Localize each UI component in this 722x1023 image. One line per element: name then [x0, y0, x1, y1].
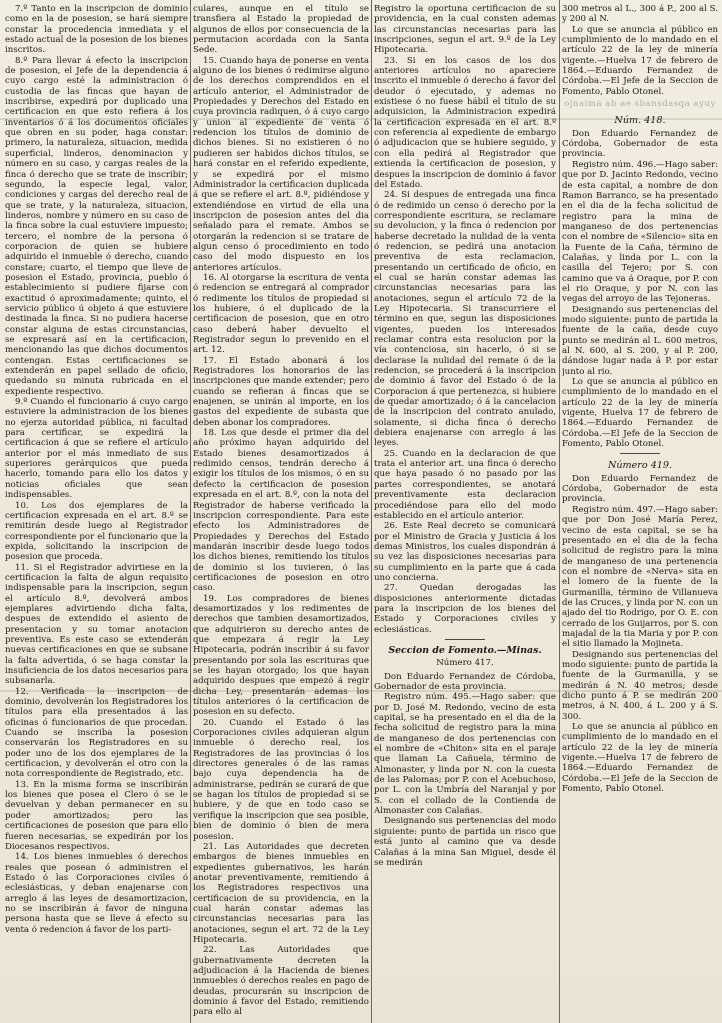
article-8: 8.º Para llevar á efecto la inscripcion de posesion, el Jefe de la dependencia á cuyo cargo esté la administracion ó custodia de las fincas que hayan de inscribirse, expedirá por duplicado una certificacion en que esto refiera á los inventarios ó á los documentos oficiales que obren en su poder, haga constar: primero, la naturaleza, situacion, medida superficial, linderos, denominacion y número en su caso, y cargas reales de la finca ó derecho que se trate de inscribir; segundo, la especie legal, valor, condiciones y cargas del derecho real de que se trate, y la naturaleza, situacion, linderos, nombre y número en su caso de la finca sobre la cual estuviere impuesto; tercero, el nombre de la persona ó corporacion de quien se hubiere adquirido el inmueble ó derecho, cuando constare; cuarto, el tiempo que lleve de posesion el Estado, provincia, pueblo ó establecimiento si pudiere fijarse con exactitud ó aproximadamente; quinto, el servicio público ú objeto á que estuviere destinada la finca. Si no pudiera hacerse constar alguna de estas circunstancias, se expresará así en la certificacion, mencionando las que dichos documentos contengan. Estas certificaciones se extenderán en papel sellado de oficio, quedando su minuta rubricada en el expediente respectivo. [5, 55, 188, 397]
notice-governor-line: Don Eduardo Fernandez de Córdoba, Gobernador de esta provincia. [374, 671, 556, 692]
article-22-continued: Registro la oportuna certificacion de su providencia, en la cual consten ademas las circunstancias necesarias para las inscripciones, segun el art. 9.º de la Ley Hipotecaria. [374, 4, 556, 56]
article-10: 10. Los dos ejemplares de la certificacion expresada en el art. 8.º se remitirán desde luego al Registrador correspondiente por el funcionario que la expida, solicitando la inscripcion de posesion que proceda. [5, 500, 188, 563]
notice-number: Núm. 418. [614, 115, 666, 127]
notice-number: Número 419. [607, 460, 673, 472]
notice-number: Número 417. [436, 658, 494, 669]
article-12: 12. Verificada la inscripcion de dominio, devolverán los Registradores los títulos para ella presentados á las oficinas ó funcionarios de que procedan. Cuando se inscriba la posesion conservarán los Registradores en su poder uno de los dos ejemplares de la certificacion, y devolverán el otro con la nota correspondiente de Registrado, etc. [5, 686, 188, 780]
notice-boundaries: Designando sus pertenencias del modo siguiente: punto de partida un risco que está junto al camino que va desde Calañas á la mina San Miguel, desde él se medirán [374, 816, 556, 868]
article-16: 16. Al otorgarse la escritura de venta ó redencion se entregará al comprador ó redimente los títulos de propiedad si los hubiere, ó el duplicado de la certificacion de posesion, que en otro caso deberá haber devuelto el Registrador segun lo prevenido en el art. 12. [193, 272, 369, 356]
article-13: 13. En la misma forma se inscribirán los bienes que posea el Clero ó se le devuelvan y deban permanecer en su poder amortizados; pero las certificaciones de posesion que para ello fueren necesarias, se expedirán por los Diocesanos respectivos. [5, 779, 188, 852]
notice-registry: Registro núm. 496.—Hago saber: que por D. Jacinto Redondo, vecino de esta capital, a nombre de don Ramon Barranco, se ha presentado en el dia de la fecha solicitud de registro para la mina de manganeso de dos pertenencias con el nombre de «Silencio» sita en la Fuente de la Caña, término de Calañas, y linda por L. con la casilla del Tejero; por S. con camino que va á Oraque, por P. con el rio Oraque, y por N. con las vegas del arroyo de las Tejoneras. [562, 159, 718, 305]
notice-417-continued: 300 metros al L., 300 á P., 200 al S. y 200 al N. [562, 4, 718, 25]
column-3 [374, 0, 556, 1023]
article-26: 26. Este Real decreto se comunicará por el Ministro de Gracia y Justicia á los demas Ministros, los cuales dispondrán á su vez las disposiciones necesarias para su cumplimiento en la parte que á cada uno concierna. [374, 521, 556, 583]
column-rule [371, 0, 372, 1023]
divider [620, 453, 660, 454]
notice-boundaries: Designando sus pertenencias del modo siguiente: punto de partida la fuente de la Gurmanilla, y se medirán á N. 40 metros; desde dicho punto á P. se medirán 200 metros, á N. 400, á L. 200 y á S. 300. [562, 649, 718, 722]
article-7: 7.º Tanto en la inscripcion de dominio como en la de posesion, se hará siempre constar la procedencia inmediata y el estado actual de la posesion de los bienes inscritos. [5, 4, 188, 56]
notice-governor-line: Don Eduardo Fernandez de Córdoba, Gobernador de esta provincia. [562, 128, 718, 160]
notice-closing: Lo que se anuncia al público en cumplimiento de lo mandado en el artículo 22 de la ley de minería vigente.—Huelva 17 de febrero de 1864.—Eduardo Fernandez de Córdoba.—El Jefe de la Seccion de Fomento, Pablo Otonel. [562, 722, 718, 795]
article-14: 14. Los bienes inmuebles ó derechos reales que posean ó administren el Estado ó las Corporaciones civiles ó eclesiásticas, y deban enajenarse con arreglo á las leyes de desamortizacion, no se inscribirán á favor de ninguna persona hasta que se lleve á efecto su venta ó redencion á favor de los parti- [5, 852, 188, 935]
notice-417-closing: Lo que se anuncia al público en cumplimiento de lo mandado en el artículo 22 de la ley de minería vigente.—Huelva 17 de febrero de 1864.—Eduardo Fernandez de Córdoba.—El Jefe de la Seccion de Fomento, Pablo Otonel. [562, 24, 718, 97]
article-19: 19. Los compradores de bienes desamortizados y los redimentes de derechos que tambien desamortizados, que adquirieron su derecho antes de que empezara á regir la Ley Hipotecaria, podrán inscribir á su favor presentando por sola las escrituras que se les hayan otorgado; los que hayan adquirido despues que empezó á regir dicha Ley, presentarán ademas los títulos anteriores ó la certificacion de posesion en su defecto. [193, 593, 369, 718]
section-heading: Seccion de Fomento.—Minas. [388, 644, 542, 656]
article-14-continued: culares, aunque en el título se transfiera al Estado la propiedad de algunos de ellos por consecuencia de la permutacion acordada con la Santa Sede. [193, 4, 369, 56]
column-1 [5, 0, 188, 1023]
article-20: 20. Cuando el Estado ó las Corporaciones civiles adquieran algun inmueble ó derecho real, los Registradores de las provincias ó los directores generales ó de las ramas bajo cuya dependencia ha de administrarse, pedirán se curará de que se hagan los títulos de propiedad si se hubiere, y de que en todo caso se verifique la inscripcion que sea posible, bien de dominio ó bien de mera posesion. [193, 717, 369, 842]
article-24: 24. Si despues de entregada una finca ó de redimido un censo ó derecho por la correspondiente escritura, se reclamare su devolucion, y la finca ó redencion por haberse decretado la nulidad de la venta ó redencion, se pedirá una anotacion preventiva de esta reclamacion, presentando un certificado de oficio, en el cual se harán constar ademas las circunstancias necesarias para las anotaciones, segun el artículo 72 de la Ley Hipotecaria. Si transcurriere el término en que, segun las disposiciones vigentes, pueden los interesados reclamar contra esta resolucion por la vía contenciosa, sin hacerlo, ó si se declarase la nulidad del remate ó de la redencion, se procederá á la inscripcion de dominio á favor del Estado ó de la Corporacion á que pertenezca, si hubiere de quedar amortizado; ó á la cancelacion de la inscripcion del contrato anulado, solamente, si dicha finca ó derecho debiera enajenarse con arreglo á las leyes. [374, 190, 556, 449]
article-17: 17. El Estado abonará á los Registradores los honorarios de las inscripciones que mande extender; pero cuando se refieran á fincas que se enajenen, se unirán al importe, en los gastos del expediente de subasta que deben abonar los compradores. [193, 355, 369, 428]
article-15: 15. Cuando haya de ponerse en venta alguno de los bienes ó redimirse alguno de los derechos comprendidos en el artículo anterior, el Administrador de Propiedades y Derechos del Estado en cuya provincia radiquen, ó á cuyo cargo y union al expediente de venta ó redencion los títulos de dominio de dichos bienes. Si no existieren ó no pudieren ser habidos dichos títulos, se hará constar en el referido expediente, y se expedirá por el mismo Administrador la certificacion duplicada á que se refiere el art. 8.º, pidiéndose y extendiéndose en virtud de ella una inscripcion de posesion antes del dia señalado para el remate. Ambos se otorgarán la redencion si se tratare de algun censo ó procedimiento en todo caso del modo dispuesto en los anteriores artículos. [193, 55, 369, 273]
article-27: 27. Quedan derogadas las disposiciones anteriormente dictadas para la inscripcion de los bienes del Estado y Corporaciones civiles y eclesiásticas. [374, 583, 556, 635]
column-2 [193, 0, 369, 1023]
article-25: 25. Cuando en la declaracion de que trata el anterior art. una finca ó derecho que haya pasado ó no pasado por las partes correspondientes, se anotará preventivamente esta declaracion procediéndose para ello del modo establecido en el artículo anterior. [374, 448, 556, 521]
article-23: 23. Si en los casos de los dos anteriores artículos no apareciere inscrito el inmueble ó derecho á favor del deudor ó ejecutado, y ademas no existiese ó no fuese hábil el título de su adquisicion, la Administracion expedirá la certificacion expresada en el art. 8.º con referencia al expediente de embargo ó adjudicacion que se hubiere seguido, y con ella pedirá al Registrador que extienda la certificacion de posesion, y despues la inscripcion de dominio á favor del Estado. [374, 55, 556, 190]
bleed-through-text: ojnaima ab ae sbansdasqa ayuy [564, 99, 716, 110]
notice-registry: Registro núm. 495.—Hago saber: que por D. José M. Redondo, vecino de esta capital, se ha presentado en el dia de la fecha solicitud de registro para la mina de manganeso de dos pertenencias con el nombre de «Chiton» sita en el paraje que llaman La Cañuela, término de Almonaster, y linda por N. con la cuesta de las Palomas; por P. con el Acebuchoso, por L. con la Umbría del Naranjal y por S. con el collado de la Contienda de Almonaster con Calañas. [374, 692, 556, 817]
column-rule [559, 0, 560, 1023]
article-22: 22. Las Autoridades que gubernativamente decreten la adjudicacion á la Hacienda de bienes inmuebles ó derechos reales en pago de deudas, procurarán su inscripcion de dominio á favor del Estado, remitiendo para ello al [193, 945, 369, 1018]
article-11: 11. Si el Registrador advirtiese en la certificacion la falta de algun requisito indispensable para la inscripcion, segun el artículo 8.º, devolverá ambos ejemplares advirtiendo dicha falta, despues de extendido el asiento de presentacion y su tomar anotacion preventiva. Es este caso se extenderán nuevas certificaciones en que se subsane la falta advertida, ó se haga constar la insuficiencia de los datos necesarios para subsanarla. [5, 562, 188, 687]
column-4 [562, 0, 718, 1023]
notice-registry: Registro núm. 497.—Hago saber: que por Don José María Perez, vecino de esta capital, se se ha presentado en el dia de la fecha solicitud de registro para la mina de manganeso de una pertenencia con el nombre de «Nerva» sita en el lomero de la fuente de la Gurmanilla, término de Villanueva de las Cruces, y linda por N. con un ajado del tio Rodrigo, por O. E. con cerrado de los Guijarros, por S. con majadal de la tia Maria y por P. con el sitio llamado la Mojineta. [562, 504, 718, 650]
notice-boundaries: Designando sus pertenencias del modo siguiente: punto de partida la fuente de la caña, desde cuyo punto se medirán al L. 600 metros, al N. 600, al S. 200, y al P. 200, dándose lugar nada á P. por estar junto al rio. [562, 304, 718, 377]
article-9: 9.º Cuando el funcionario á cuyo cargo estuviere la administracion de los bienes no ejerza autoridad pública, ni facultad para certificar, se expedirá la certificacion á que se refiere el artículo anterior por el más inmediato de sus superiores gerárquicos que pueda hacerlo, tomando para ello los datos y noticias oficiales que sean indispensables. [5, 397, 188, 501]
article-21: 21. Las Autoridades que decreten embargos de bienes inmuebles en expedientes gubernativos, les harán anotar preventivamente, remitiendo á los Registradores respectivos una certificacion de su providencia, en la cual harán constar ademas las circunstancias necesarias para las anotaciones, segun el art. 72 de la Ley Hipotecaria. [193, 841, 369, 945]
column-rule [190, 0, 191, 1023]
notice-governor-line: Don Eduardo Fernandez de Córdoba, Gobernador de esta provincia. [562, 473, 718, 505]
divider [445, 639, 485, 640]
article-18: 18. Los que desde el primer dia del año próximo hayan adquirido del Estado bienes desamortizados á redimido censos, tendrán derecho á exigir los títulos de los mismos, ó en su defecto la certificacion de posesion expresada en el art. 8.º, con la nota del Registrador de haberse verificado la inscripcion correspondiente. Para este efecto los Administradores de Propiedades y Derechos del Estado mandarán inscribir desde luego todos los dichos bienes, remitiendo los títulos de dominio si los tuvieren, ó las certificaciones de posesion en otro caso. [193, 428, 369, 594]
notice-closing: Lo que se anuncia al público en cumplimiento de lo mandado en el artículo 22 de la ley de minería vigente, Huelva 17 de febrero de 1864.—Eduardo Fernandez de Córdoba.—El Jefe de la Seccion de Fomento, Pablo Otonel. [562, 377, 718, 450]
